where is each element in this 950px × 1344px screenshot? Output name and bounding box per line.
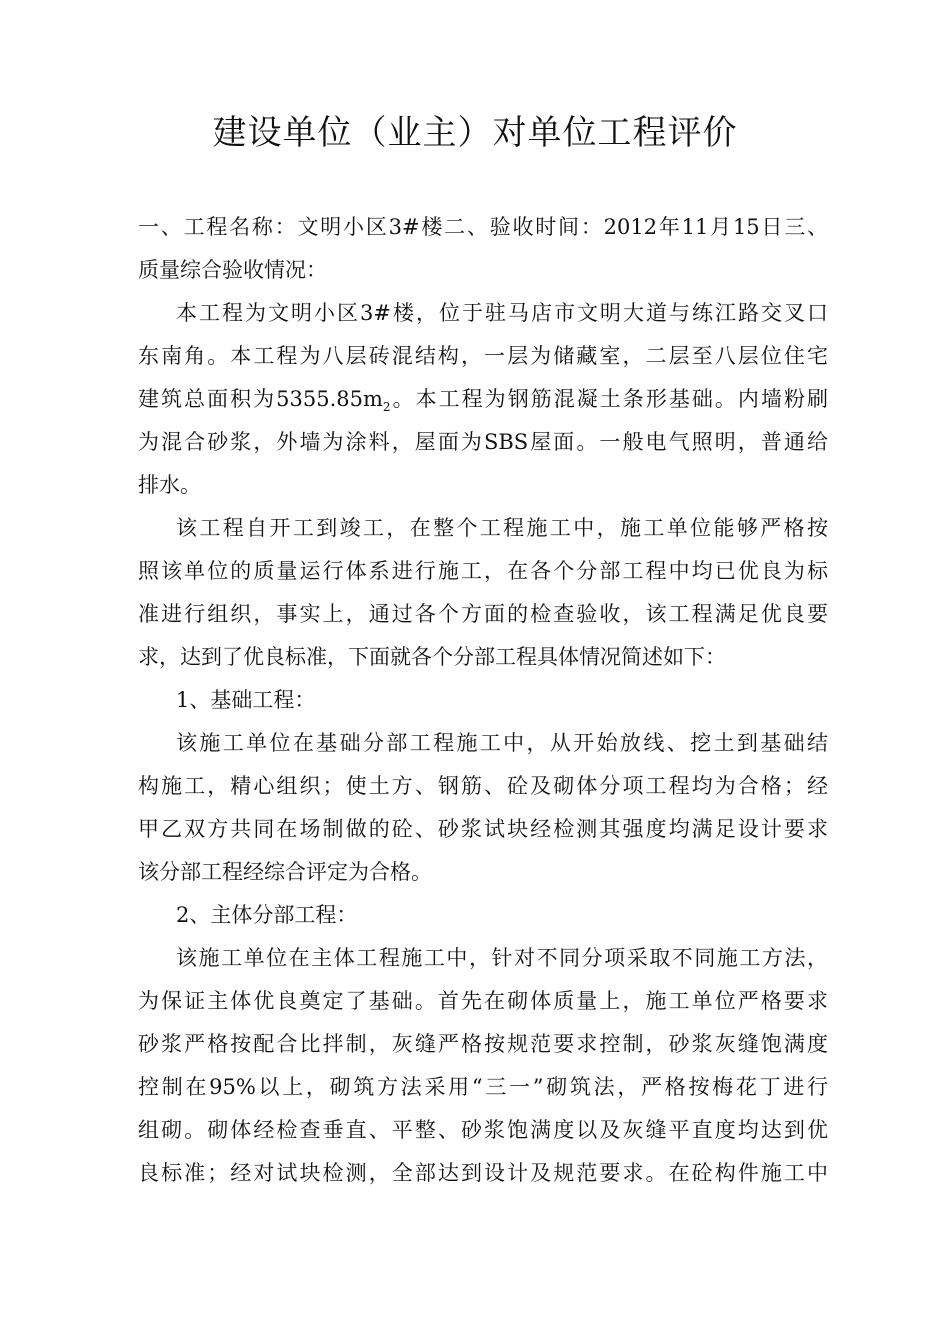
text-line: 一、工程名称：文明小区3#楼二、验收时间：2012年11月15日三、 [138, 215, 828, 239]
text-line: 该施工单位在主体工程施工中，针对不同分项采取不同施工方法， [176, 946, 828, 970]
text-line: 照该单位的质量运行体系进行施工，在各个分部工程中均已优良为标 [138, 559, 828, 583]
text-line: 该施工单位在基础分部工程施工中，从开始放线、挖土到基础结 [176, 731, 828, 755]
section-heading: 2、主体分部工程： [176, 903, 358, 927]
text-line: 本工程为文明小区3#楼，位于驻马店市文明大道与练江路交叉口 [176, 301, 828, 325]
text-line: 东南角。本工程为八层砖混结构，一层为储藏室，二层至八层位住宅 [138, 344, 828, 368]
text-line: 良标准；经对试块检测，全部达到设计及规范要求。在砼构件施工中 [138, 1161, 828, 1185]
text-line: 该分部工程经综合评定为合格。 [138, 860, 432, 884]
text-line: 为混合砂浆，外墙为涂料，屋面为SBS屋面。一般电气照明，普通给 [138, 430, 828, 454]
text-fragment: 建筑总面积为5355.85m [138, 387, 383, 411]
text-line: 为保证主体优良奠定了基础。首先在砌体质量上，施工单位严格要求 [138, 989, 828, 1013]
text-line: 质量综合验收情况： [138, 258, 327, 282]
text-line: 求，达到了优良标准，下面就各个分部工程具体情况简述如下： [138, 645, 726, 669]
page-title: 建设单位（业主）对单位工程评价 [212, 113, 738, 153]
text-line: 该工程自开工到竣工，在整个工程施工中，施工单位能够严格按 [176, 516, 828, 540]
document-body [138, 206, 828, 1195]
text-line: 控制在95%以上，砌筑方法采用“三一”砌筑法，严格按梅花丁进行 [138, 1075, 828, 1099]
text-fragment: 。本工程为钢筋混凝土条形基础。内墙粉刷 [390, 387, 828, 411]
text-line: 准进行组织，事实上，通过各个方面的检查验收，该工程满足优良要 [138, 602, 828, 626]
text-line: 组砌。砌体经检查垂直、平整、砂浆饱满度以及灰缝平直度均达到优 [138, 1118, 828, 1142]
text-line: 构施工，精心组织；使土方、钢筋、砼及砌体分项工程均为合格；经 [138, 774, 828, 798]
text-line-area [138, 378, 828, 421]
text-line: 砂浆严格按配合比拌制，灰缝严格按规范要求控制，砂浆灰缝饱满度 [138, 1032, 828, 1056]
section-heading: 1、基础工程： [176, 688, 316, 712]
text-line: 排水。 [138, 473, 201, 497]
superscript-fragment: 2 [382, 400, 391, 415]
text-line: 甲乙双方共同在场制做的砼、砂浆试块经检测其强度均满足设计要求 [138, 817, 828, 841]
